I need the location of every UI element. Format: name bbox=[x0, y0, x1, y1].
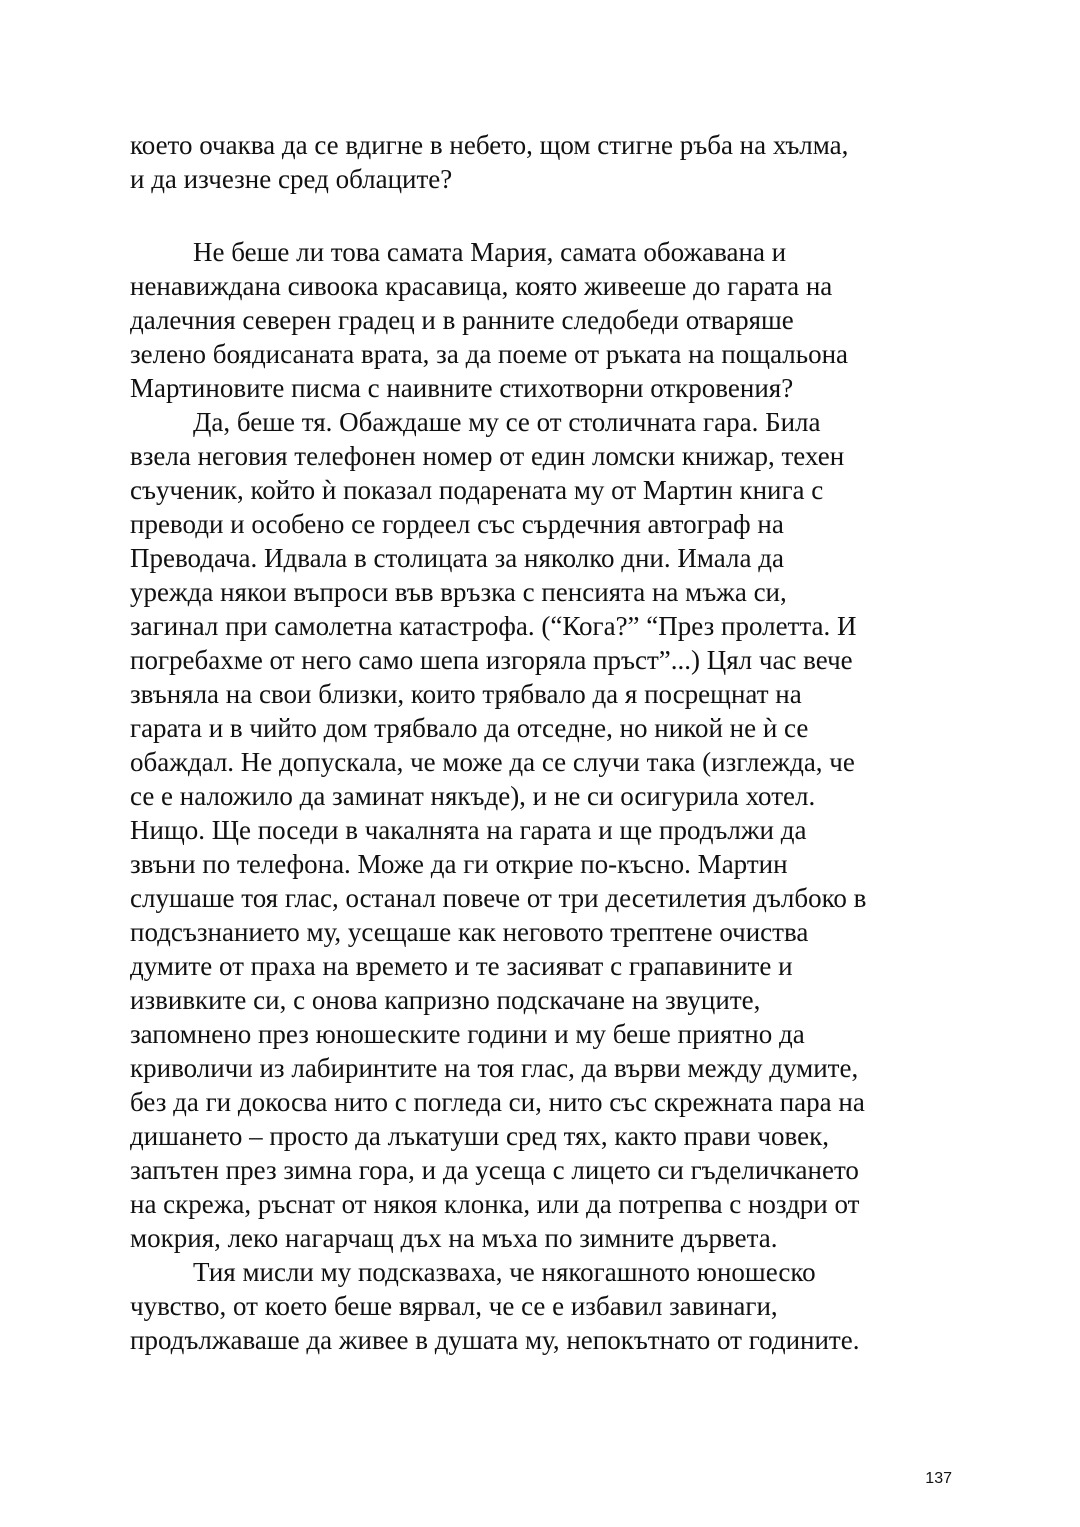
text-line: звъни по телефона. Може да ги открие по-късно. Мартин bbox=[130, 849, 788, 879]
text-line: Нищо. Ще поседи в чакалнята на гарата и ще продължи да bbox=[130, 815, 807, 845]
text-line: Преводача. Идвала в столицата за няколко дни. Имала да bbox=[130, 543, 784, 573]
text-line: се е наложило да заминат някъде), и не си осигурила хотел. bbox=[130, 781, 816, 811]
text-line: гарата и в чийто дом трябвало да отседне, но никой не ѝ се bbox=[130, 713, 809, 743]
text-line: думите от праха на времето и те засияват с грапавините и bbox=[130, 951, 793, 981]
text-line: урежда някои въпроси във връзка с пенсията на мъжа си, bbox=[130, 577, 787, 607]
text-line: ненавиждана сивоока красавица, която живееше до гарата на bbox=[130, 271, 833, 301]
text-line: на скрежа, ръснат от някоя клонка, или да потрепва с ноздри от bbox=[130, 1189, 860, 1219]
text-block-main bbox=[130, 235, 960, 1357]
text-line: обаждал. Не допускала, че може да се случи така (изглежда, че bbox=[130, 747, 855, 777]
paragraph-3 bbox=[130, 405, 960, 1255]
text-line: което очаква да се вдигне в небето, щом стигне ръба на хълма, bbox=[130, 130, 849, 160]
text-line: извивките си, с онова капризно подскачане на звуците, bbox=[130, 985, 761, 1015]
text-line: зелено боядисаната врата, за да поеме от ръката на пощальона bbox=[130, 339, 849, 369]
text-line: запомнено през юношеските години и му беше приятно да bbox=[130, 1019, 805, 1049]
text-line: и да изчезне сред облаците? bbox=[130, 164, 453, 194]
text-line: подсъзнанието му, усещаше как неговото трептене очиства bbox=[130, 917, 809, 947]
text-line: чувство, от което беше вярвал, че се е избавил завинаги, bbox=[130, 1291, 778, 1321]
paragraph-2 bbox=[130, 235, 960, 405]
text-line: звъняла на свои близки, които трябвало да я посрещнат на bbox=[130, 679, 802, 709]
text-line: Не беше ли това самата Мария, самата обожавана и bbox=[193, 237, 787, 267]
page-number: 137 bbox=[925, 1470, 952, 1487]
text-line: продължаваше да живее в душата му, непокътнато от годините. bbox=[130, 1325, 860, 1355]
text-line: мокрия, леко нагарчащ дъх на мъха по зимните дървета. bbox=[130, 1223, 778, 1253]
text-line: запътен през зимна гора, и да усеща с лицето си гъделичкането bbox=[130, 1155, 859, 1185]
text-line: криволичи из лабиринтите на тоя глас, да върви между думите, bbox=[130, 1053, 859, 1083]
text-line: далечния северен градец и в ранните следобеди отваряше bbox=[130, 305, 794, 335]
text-line: взела неговия телефонен номер от един ломски книжар, техен bbox=[130, 441, 845, 471]
paragraph-1 bbox=[130, 128, 960, 196]
text-line: Да, беше тя. Обаждаше му се от столичната гара. Била bbox=[193, 407, 821, 437]
text-line: загинал при самолетна катастрофа. (“Кога?” “През пролетта. И bbox=[130, 611, 857, 641]
text-line: дишането – просто да лъкатуши сред тях, както прави човек, bbox=[130, 1121, 829, 1151]
text-line: съученик, който ѝ показал подарената му от Мартин книга с bbox=[130, 475, 824, 505]
text-line: без да ги докосва нито с погледа си, нито със скрежната пара на bbox=[130, 1087, 865, 1117]
text-line: Мартиновите писма с наивните стихотворни откровения? bbox=[130, 373, 794, 403]
text-block-top bbox=[130, 128, 960, 196]
paragraph-4 bbox=[130, 1255, 960, 1357]
text-line: преводи и особено се гордеел със сърдечния автограф на bbox=[130, 509, 784, 539]
text-line: слушаше тоя глас, останал повече от три десетилетия дълбоко в bbox=[130, 883, 867, 913]
text-line: погребахме от него само шепа изгоряла пръст”...) Цял час вече bbox=[130, 645, 853, 675]
text-line: Тия мисли му подсказваха, че някогашното юношеско bbox=[193, 1257, 816, 1287]
